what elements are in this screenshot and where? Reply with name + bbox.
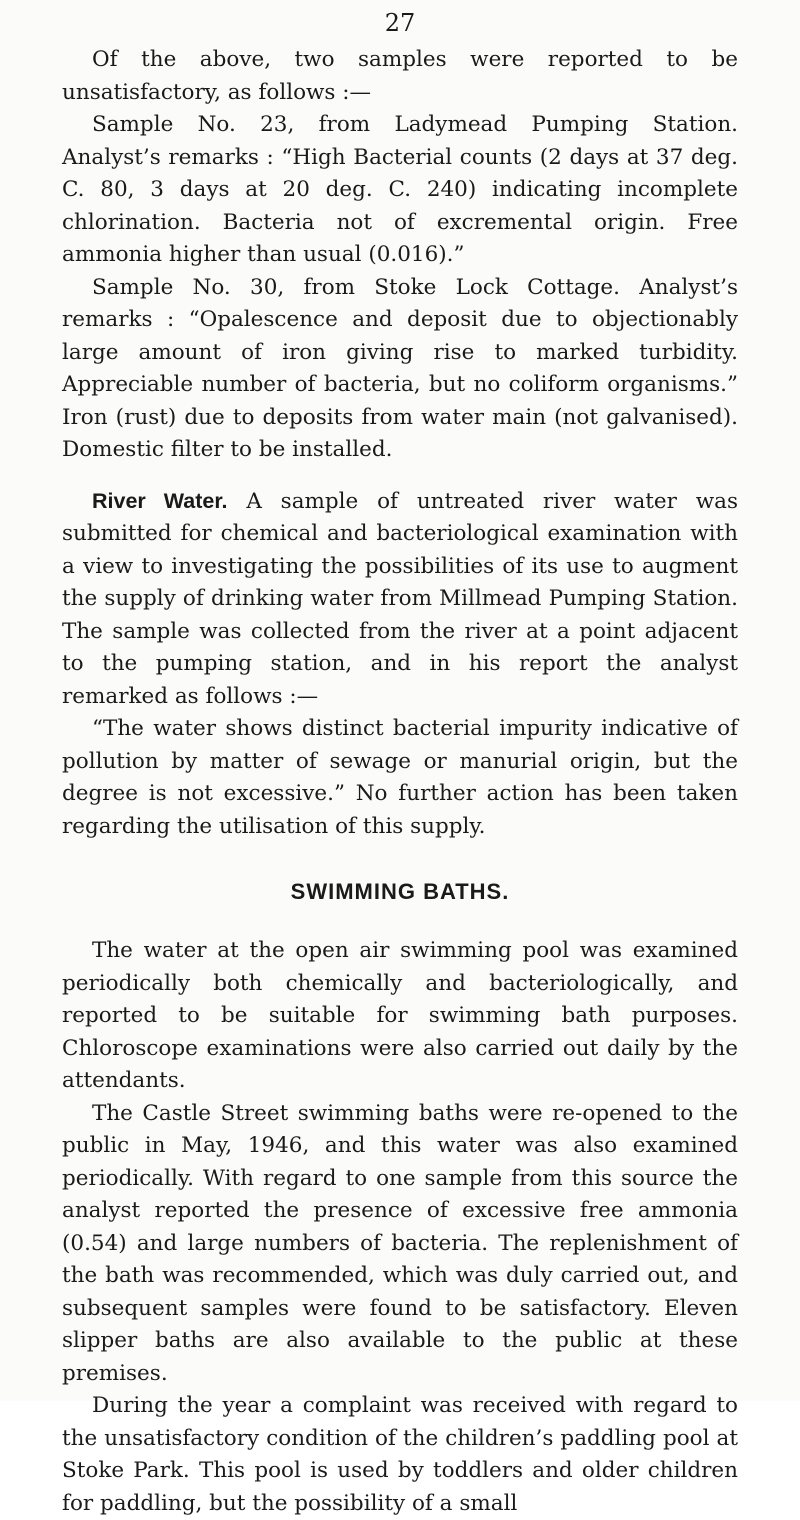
swimming-pool-paragraph: The water at the open air swimming pool was examined periodically both chemically and bacteriologically, and reported to be suitable for swimming bath purposes. Chloroscope examinations were also carried out daily by the attendants.	[62, 938, 738, 1093]
body-text	[62, 44, 738, 1520]
paragraph-gap	[62, 467, 738, 485]
sample-30-paragraph: Sample No. 30, from Stoke Lock Cottage. Analyst’s remarks : “Opalescence and deposit due to objectionably large amount of iron giving rise to marked turbidity. Appreciable number of bacteria, but no coliform organisms.” Iron (rust) due to deposits from water main (not galvanised). Domestic filter to be installed.	[62, 274, 738, 462]
river-water-paragraph	[62, 485, 738, 714]
river-water-heading: River Water.	[92, 488, 228, 513]
castle-street-paragraph: The Castle Street swimming baths were re-opened to the public in May, 1946, and this water was also examined periodically. With regard to one sample from this source the analyst reported the presence of excessive free ammonia (0.54) and large numbers of bacteria. The replenishment of the bath was recommended, which was duly carried out, and subsequent samples were found to be satisfactory. Eleven slipper baths are also available to the public at these premises.	[62, 1100, 738, 1386]
swimming-baths-heading: SWIMMING BATHS.	[290, 879, 510, 904]
intro-paragraph: Of the above, two samples were reported to be unsatisfactory, as follows :—	[62, 47, 738, 105]
paddling-pool-paragraph: During the year a complaint was received with regard to the unsatisfactory condition of the children’s paddling pool at Stoke Park. This pool is used by toddlers and older children for paddling, but the possibility of a small	[62, 1393, 738, 1516]
river-water-quote-paragraph: “The water shows distinct bacterial impurity indicative of pollution by matter of sewage or manurial origin, but the degree is not excessive.” No further action has been taken regarding the utilisation of this supply.	[62, 716, 738, 839]
river-water-text: A sample of untreated river water was submitted for chemical and bacteriological examination with a view to investigating the possibilities of its use to augment the supply of drinking water from Millmead Pumping Station. The sample was collected from the river at a point adjacent to the pumping station, and in his report the analyst remarked as follows :—	[62, 488, 738, 709]
sample-23-paragraph: Sample No. 23, from Ladymead Pumping Station. Analyst’s remarks : “High Bacterial counts (2 days at 37 deg. C. 80, 3 days at 20 deg. C. 240) indicating incomplete chlorination. Bacteria not of excremental origin. Free ammonia higher than usual (0.016).”	[62, 112, 738, 267]
page-number: 27	[384, 9, 416, 37]
